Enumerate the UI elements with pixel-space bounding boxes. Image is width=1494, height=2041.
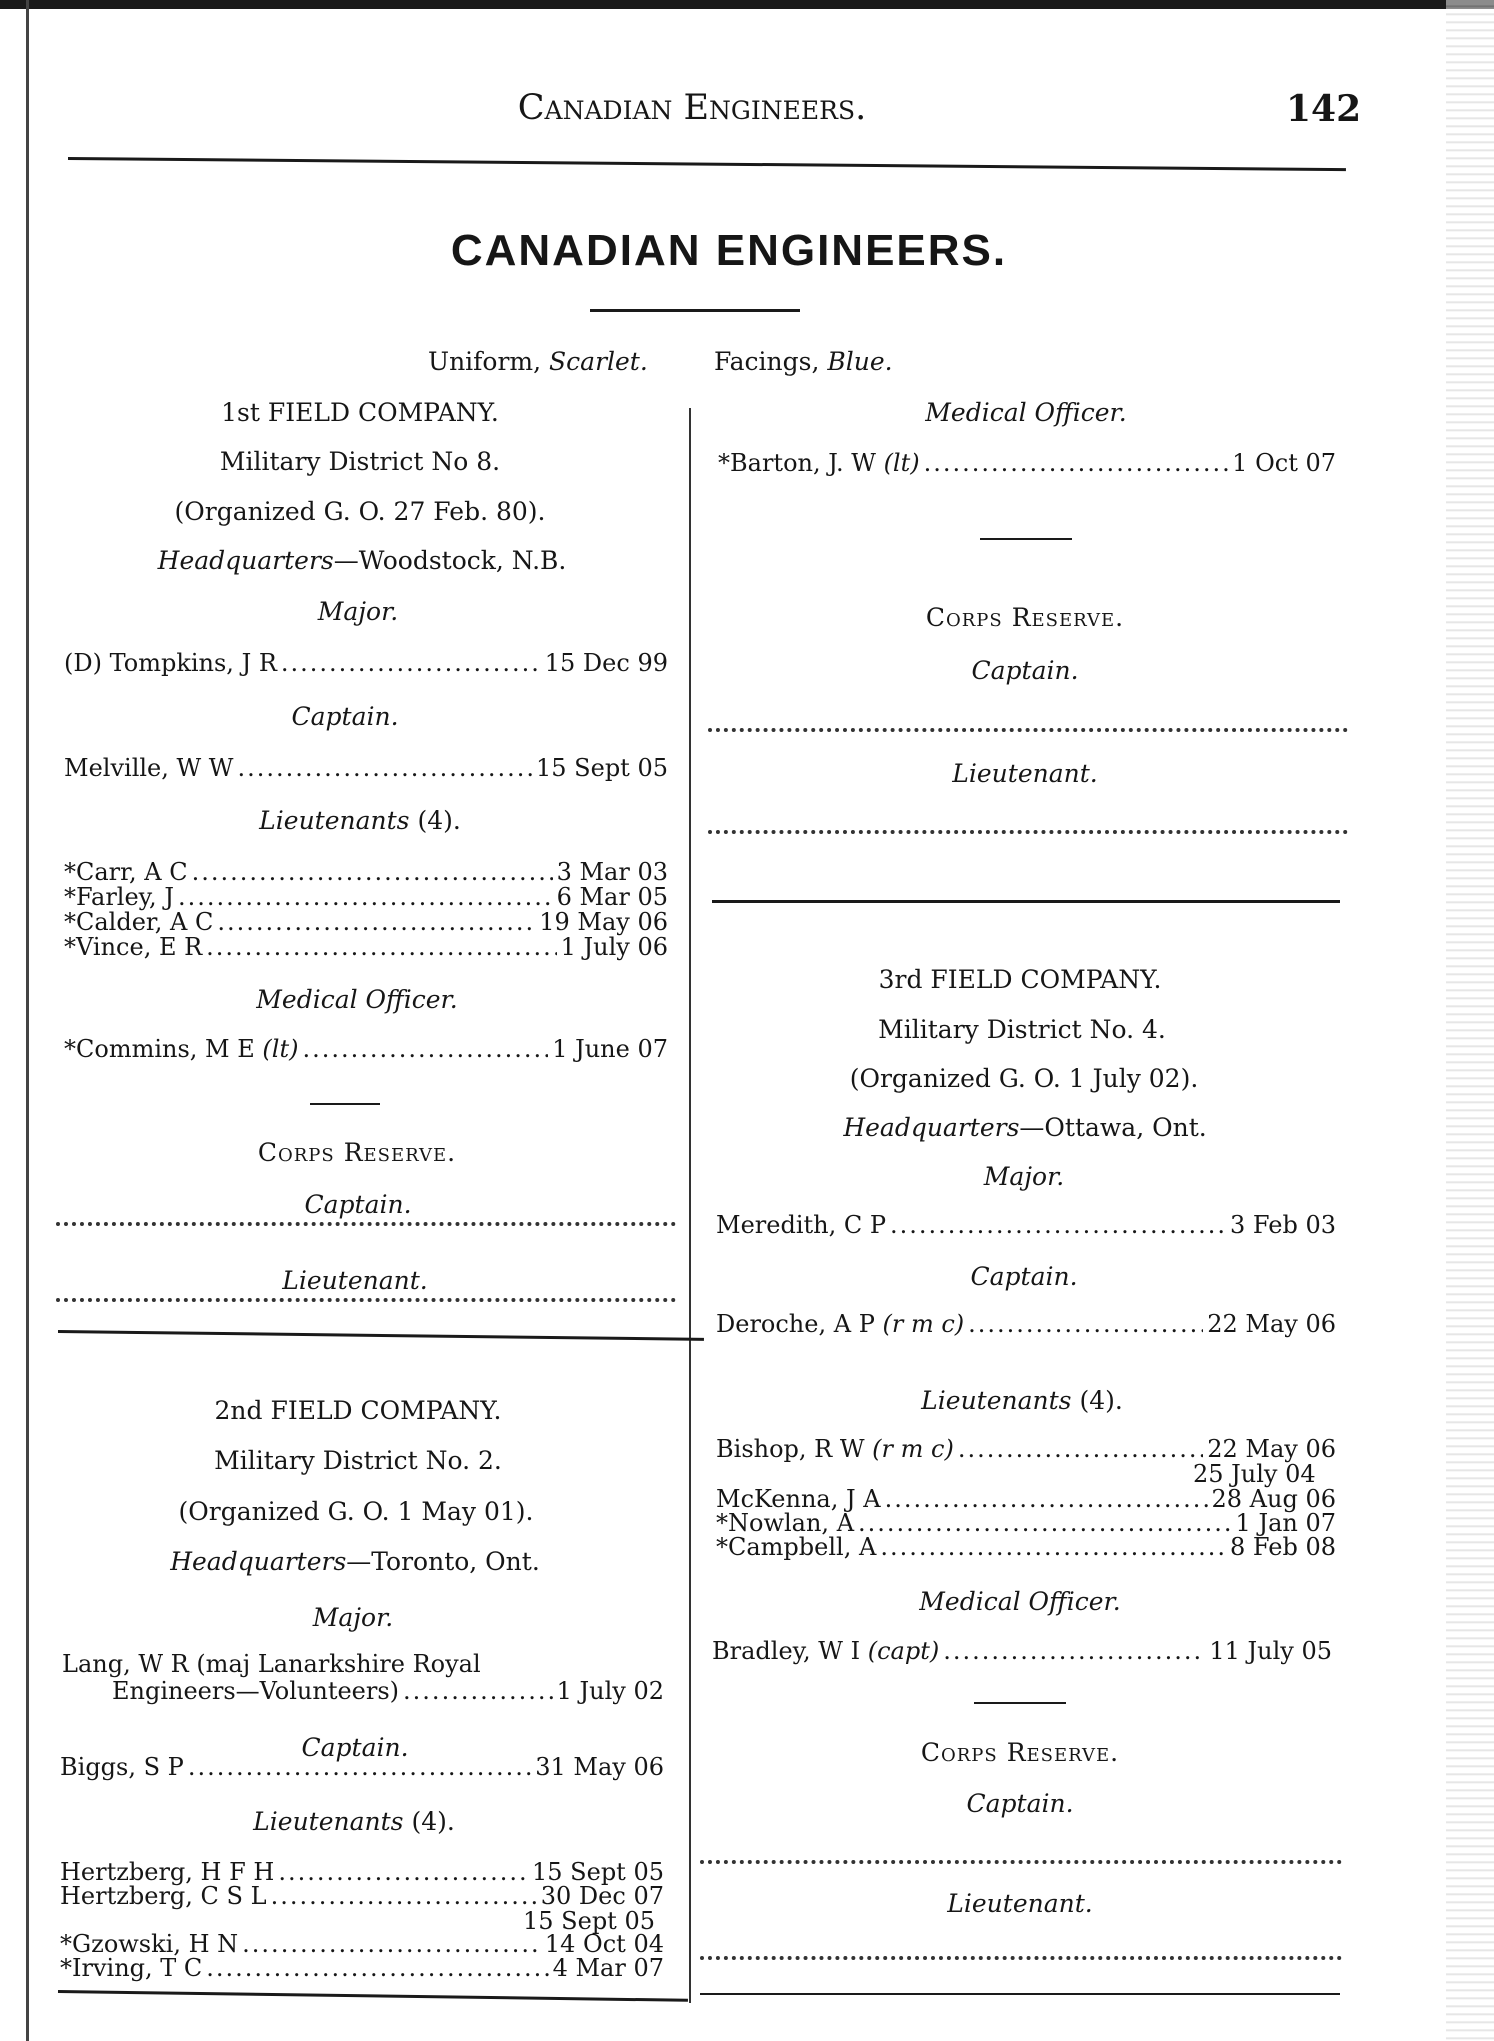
roster-entry — [64, 1036, 668, 1062]
company-1-lieutenants-heading — [259, 806, 461, 835]
company-3-name: 3rd FIELD COMPANY. — [878, 965, 1162, 994]
entry-rank: (capt) — [867, 1637, 940, 1665]
leader-dots — [858, 1510, 1232, 1536]
page-title: CANADIAN ENGINEERS. — [450, 226, 1008, 275]
entry-date: 30 Dec 07 — [540, 1882, 664, 1910]
company-1-district: Military District No 8. — [219, 447, 501, 476]
reserve-lieutenant-heading: Lieutenant. — [282, 1266, 428, 1295]
leader-dots — [281, 650, 541, 676]
bottom-rule-left — [58, 1990, 688, 2002]
company-1-name: 1st FIELD COMPANY. — [221, 398, 499, 427]
facings-label: Facings, — [714, 347, 820, 376]
entry-name — [716, 1436, 954, 1462]
scan-left-edge — [26, 0, 29, 2041]
entry-date: 15 Sept 05 — [536, 754, 668, 782]
short-rule — [980, 538, 1072, 540]
hq-value: —Woodstock, N.B. — [333, 546, 567, 575]
entry-name: (D) Tompkins, J R — [64, 649, 277, 677]
company-1-headquarters — [158, 546, 567, 575]
leader-dots — [890, 1212, 1226, 1238]
company-1-medical-heading: Medical Officer. — [256, 985, 458, 1014]
roster-entry — [64, 650, 668, 676]
entry-name: McKenna, J A — [716, 1485, 881, 1513]
roster-entry — [64, 755, 668, 781]
leader-dots — [192, 859, 553, 885]
leader-dots — [968, 1311, 1203, 1337]
roster-entry — [112, 1678, 664, 1704]
entry-date: 1 Oct 07 — [1232, 449, 1336, 477]
entry-name: Hertzberg, H F H — [60, 1858, 275, 1886]
roster-entry — [64, 934, 668, 960]
running-title: Canadian Engineers. — [517, 88, 867, 128]
scan-edge-speckle — [1446, 0, 1494, 2041]
uniform-line — [428, 347, 648, 376]
roster-entry — [60, 1955, 664, 1981]
corps-reserve-heading: Corps Reserve. — [925, 603, 1125, 632]
section-rule — [712, 900, 1340, 903]
leader-dots — [242, 1931, 541, 1957]
company-2-major-heading: Major. — [312, 1603, 394, 1632]
entry-name: *Gzowski, H N — [60, 1930, 239, 1958]
entry-name: Hertzberg, C S L — [60, 1882, 267, 1910]
heading-label: Lieutenants — [921, 1386, 1072, 1415]
company-2-organized: (Organized G. O. 1 May 01). — [178, 1497, 534, 1526]
entry-date: 14 Oct 04 — [544, 1930, 664, 1958]
entry-rank: (r m c) — [882, 1310, 965, 1338]
entry-name: *Farley, J — [64, 883, 174, 911]
roster-entry — [716, 1212, 1336, 1238]
leader-dots — [217, 909, 535, 935]
entry-date-extra: 25 July 04 — [1193, 1460, 1316, 1488]
entry-date: 3 Feb 03 — [1230, 1211, 1336, 1239]
heading-label: Lieutenants — [259, 806, 410, 835]
entry-date: 1 July 06 — [560, 933, 668, 961]
entry-name-text: Bishop, R W — [716, 1435, 865, 1463]
leader-dots — [188, 1754, 531, 1780]
entry-name-text: *Commins, M E — [64, 1035, 255, 1063]
company-2-headquarters — [170, 1547, 540, 1576]
roster-entry — [64, 884, 668, 910]
roster-entry — [718, 450, 1336, 476]
major-entry-line1: Lang, W R (maj Lanarkshire Royal — [62, 1650, 481, 1678]
entry-name-text: Bradley, W I — [712, 1637, 861, 1665]
company-2-district: Military District No. 2. — [214, 1446, 502, 1475]
corps-reserve-heading: Corps Reserve. — [920, 1738, 1120, 1767]
entry-name — [712, 1638, 939, 1664]
company-1-captain-heading: Captain. — [291, 702, 399, 731]
entry-rank: (lt) — [262, 1035, 299, 1063]
entry-name: *Carr, A C — [64, 858, 188, 886]
entry-name: *Irving, T C — [60, 1954, 203, 1982]
leader-dots — [271, 1883, 537, 1909]
company-3-medical-heading: Medical Officer. — [919, 1587, 1121, 1616]
right-medical-heading: Medical Officer. — [925, 398, 1127, 427]
hq-label: Headquarters — [157, 546, 334, 575]
entry-date: 1 July 02 — [556, 1677, 664, 1705]
leader-dots — [958, 1436, 1203, 1462]
entry-name-text: *Barton, J. W — [718, 449, 876, 477]
entry-name — [718, 450, 920, 476]
facings-value: Blue. — [827, 347, 893, 376]
reserve-captain-heading: Captain. — [966, 1789, 1074, 1818]
scan-top-edge — [0, 0, 1494, 9]
entry-date: 3 Mar 03 — [556, 858, 668, 886]
uniform-value: Scarlet. — [549, 347, 648, 376]
entry-name: Meredith, C P — [716, 1211, 886, 1239]
company-3-captain-heading: Captain. — [970, 1262, 1078, 1291]
company-3-organized: (Organized G. O. 1 July 02). — [849, 1064, 1199, 1093]
company-3-headquarters — [843, 1113, 1206, 1142]
facings-line — [714, 347, 893, 376]
roster-entry — [716, 1311, 1336, 1337]
hq-label: Headquarters — [170, 1547, 347, 1576]
section-rule — [58, 1330, 704, 1341]
bottom-rule-right — [700, 1993, 1340, 1995]
leader-dots — [302, 1036, 548, 1062]
roster-entry — [60, 1883, 664, 1909]
entry-date: 6 Mar 05 — [556, 883, 668, 911]
heading-count: (4). — [1079, 1386, 1123, 1415]
company-2-name: 2nd FIELD COMPANY. — [214, 1396, 502, 1425]
vacant-dotted-line — [700, 1956, 1342, 1960]
leader-dots — [206, 1955, 548, 1981]
entry-date: 31 May 06 — [535, 1753, 664, 1781]
reserve-captain-heading: Captain. — [304, 1190, 412, 1219]
entry-name-text: Deroche, A P — [716, 1310, 875, 1338]
short-rule — [974, 1702, 1066, 1704]
hq-label: Headquarters — [843, 1113, 1020, 1142]
entry-date: 8 Feb 08 — [1230, 1533, 1336, 1561]
column-divider — [689, 408, 691, 2003]
roster-entry — [716, 1534, 1336, 1560]
entry-date: 22 May 06 — [1207, 1435, 1336, 1463]
corps-reserve-heading: Corps Reserve. — [257, 1138, 457, 1167]
heading-label: Lieutenants — [253, 1807, 404, 1836]
uniform-label: Uniform, — [428, 347, 542, 376]
page-number: 142 — [1286, 88, 1362, 130]
vacant-dotted-line — [56, 1222, 676, 1226]
entry-date: 22 May 06 — [1207, 1310, 1336, 1338]
entry-name: Biggs, S P — [60, 1753, 184, 1781]
leader-dots — [880, 1534, 1226, 1560]
company-3-major-heading: Major. — [983, 1162, 1065, 1191]
leader-dots — [924, 450, 1229, 476]
entry-name — [64, 1036, 298, 1062]
vacant-dotted-line — [700, 1860, 1342, 1864]
company-3-district: Military District No. 4. — [878, 1015, 1166, 1044]
entry-name: Melville, W W — [64, 754, 234, 782]
leader-dots — [403, 1678, 553, 1704]
hq-value: —Ottawa, Ont. — [1019, 1113, 1207, 1142]
heading-count: (4). — [417, 806, 461, 835]
short-rule — [310, 1103, 380, 1105]
entry-date: 4 Mar 07 — [552, 1954, 664, 1982]
entry-date: 15 Sept 05 — [532, 1858, 664, 1886]
entry-rank: (lt) — [883, 449, 920, 477]
hq-value: —Toronto, Ont. — [346, 1547, 540, 1576]
entry-date-extra: 15 Sept 05 — [523, 1907, 655, 1935]
entry-name: *Calder, A C — [64, 908, 214, 936]
company-3-lieutenants-heading — [921, 1386, 1123, 1415]
roster-entry — [712, 1638, 1332, 1664]
leader-dots — [885, 1486, 1208, 1512]
entry-name: *Campbell, A — [716, 1533, 877, 1561]
company-2-captain-heading: Captain. — [301, 1733, 409, 1762]
leader-dots — [178, 884, 553, 910]
entry-name: *Vince, E R — [64, 933, 203, 961]
leader-dots — [206, 934, 556, 960]
entry-date: 28 Aug 06 — [1211, 1485, 1336, 1513]
leader-dots — [237, 755, 532, 781]
header-rule — [68, 157, 1346, 171]
roster-entry — [716, 1436, 1336, 1462]
heading-count: (4). — [411, 1807, 455, 1836]
title-rule — [590, 309, 800, 312]
entry-date: 1 Jan 07 — [1235, 1509, 1336, 1537]
vacant-dotted-line — [56, 1298, 676, 1302]
company-2-lieutenants-heading — [253, 1807, 455, 1836]
entry-date: 19 May 06 — [539, 908, 668, 936]
entry-name: *Nowlan, A — [716, 1509, 855, 1537]
entry-date: 15 Dec 99 — [544, 649, 668, 677]
reserve-lieutenant-heading: Lieutenant. — [947, 1889, 1093, 1918]
entry-date: 1 June 07 — [552, 1035, 668, 1063]
leader-dots — [278, 1859, 528, 1885]
entry-date: 11 July 05 — [1209, 1637, 1332, 1665]
roster-entry — [60, 1754, 664, 1780]
entry-rank: (r m c) — [872, 1435, 954, 1463]
vacant-dotted-line — [708, 728, 1348, 732]
leader-dots — [943, 1638, 1205, 1664]
vacant-dotted-line — [708, 830, 1348, 834]
roster-entry — [64, 909, 668, 935]
reserve-lieutenant-heading: Lieutenant. — [952, 759, 1098, 788]
roster-entry — [64, 859, 668, 885]
company-1-organized: (Organized G. O. 27 Feb. 80). — [174, 497, 546, 526]
company-1-major-heading: Major. — [317, 597, 399, 626]
entry-name — [716, 1311, 964, 1337]
entry-name: Engineers—Volunteers) — [112, 1677, 400, 1705]
reserve-captain-heading: Captain. — [971, 656, 1079, 685]
